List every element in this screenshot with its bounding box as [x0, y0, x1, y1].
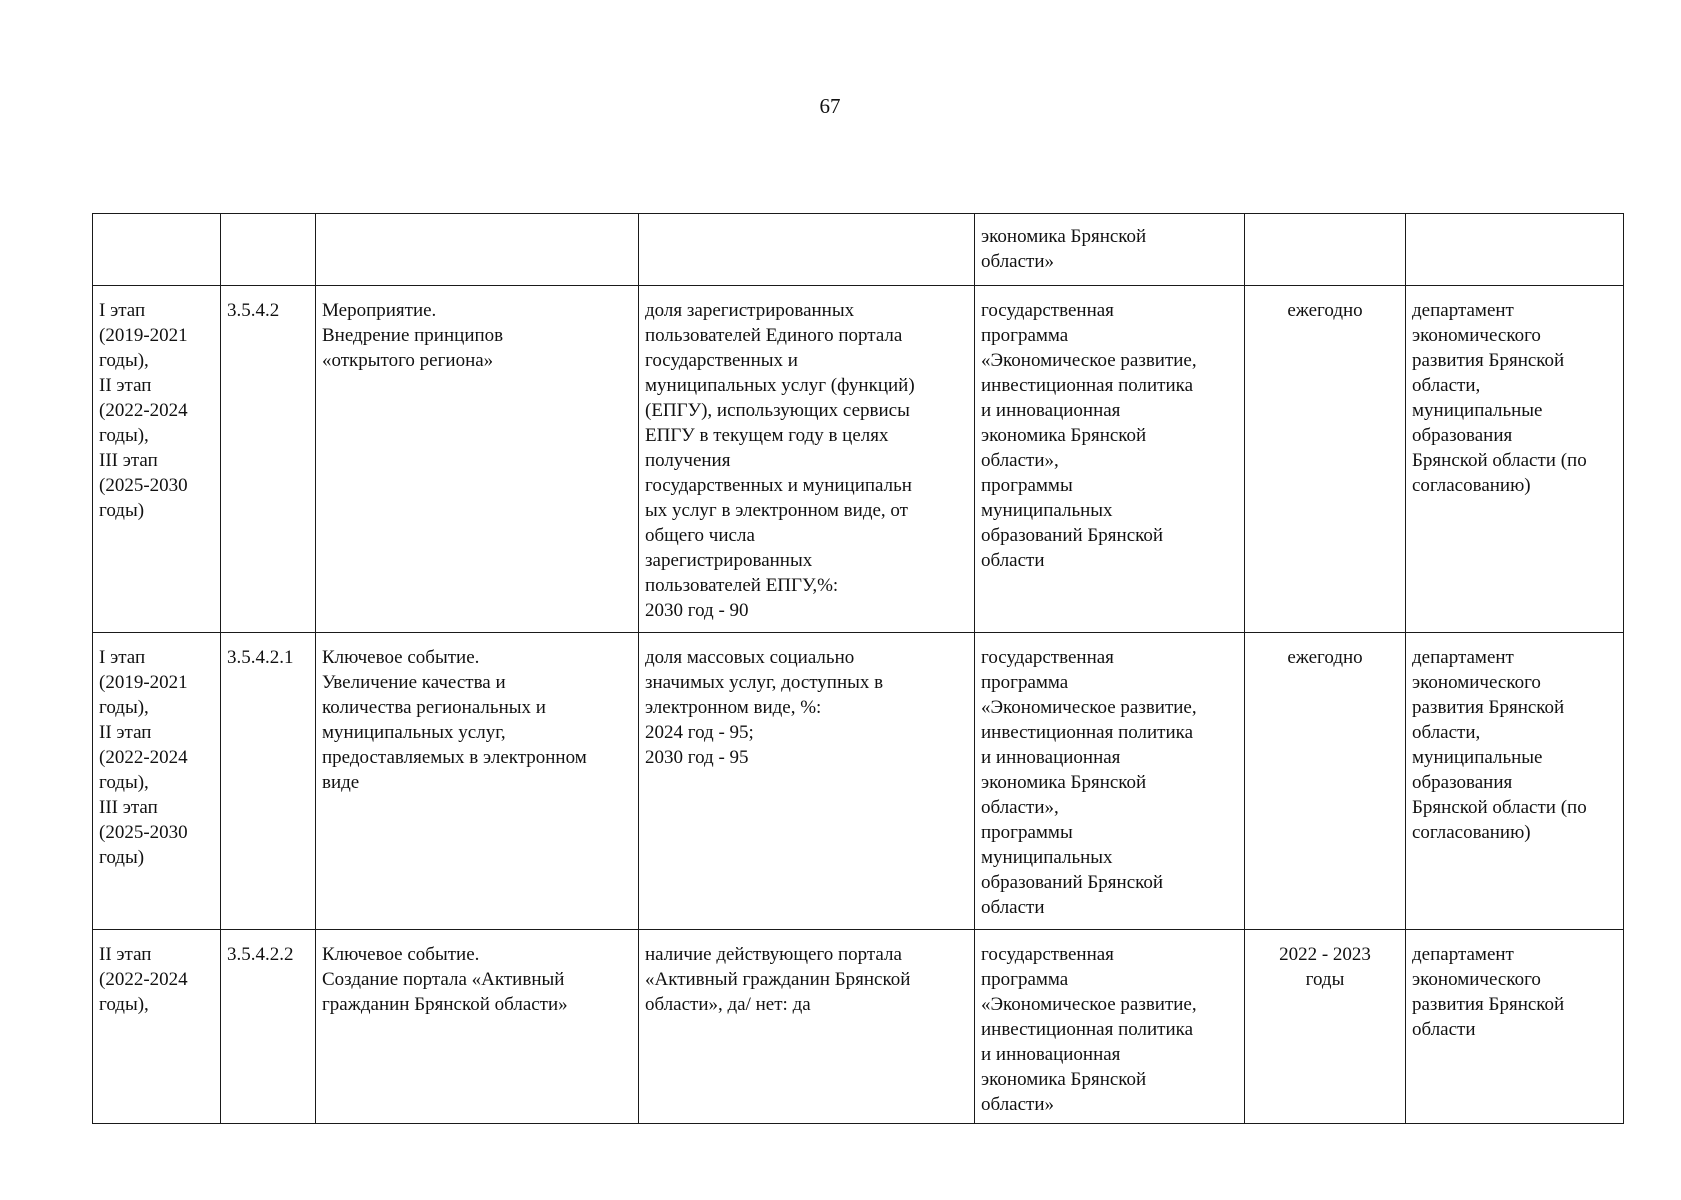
- indicator-cell: наличие действующего портала «Активный гражданин Брянской области», да/ нет: да: [639, 930, 975, 1124]
- event-cell: Ключевое событие. Увеличение качества и количества региональных и муниципальных услуг, предоставляемых в электронном виде: [316, 633, 639, 930]
- code-cell: [221, 214, 316, 286]
- event-cell: Ключевое событие. Создание портала «Активный гражданин Брянской области»: [316, 930, 639, 1124]
- code-cell: 3.5.4.2.2: [221, 930, 316, 1124]
- program-cell: экономика Брянской области»: [975, 214, 1245, 286]
- program-cell: государственная программа «Экономическое развитие, инвестиционная политика и инновационная экономика Брянской области»: [975, 930, 1245, 1124]
- table-row: [93, 930, 1624, 1124]
- responsible-cell: департамент экономического развития Брянской области, муниципальные образования Брянской области (по согласованию): [1406, 286, 1624, 633]
- period-cell: 2022 - 2023 годы: [1245, 930, 1406, 1124]
- plan-table: [92, 213, 1624, 1124]
- stage-cell: I этап (2019-2021 годы), II этап (2022-2024 годы), III этап (2025-2030 годы): [93, 286, 221, 633]
- stage-cell: II этап (2022-2024 годы),: [93, 930, 221, 1124]
- responsible-cell: департамент экономического развития Брянской области: [1406, 930, 1624, 1124]
- event-cell: [316, 214, 639, 286]
- responsible-cell: департамент экономического развития Брянской области, муниципальные образования Брянской области (по согласованию): [1406, 633, 1624, 930]
- page-number: 67: [819, 94, 841, 118]
- table-row: [93, 633, 1624, 930]
- program-cell: государственная программа «Экономическое развитие, инвестиционная политика и инновационная экономика Брянской области», программы муниципальных образований Брянской области: [975, 286, 1245, 633]
- indicator-cell: доля массовых социально значимых услуг, доступных в электронном виде, %: 2024 год - 95; 2030 год - 95: [639, 633, 975, 930]
- period-cell: [1245, 214, 1406, 286]
- stage-cell: I этап (2019-2021 годы), II этап (2022-2024 годы), III этап (2025-2030 годы): [93, 633, 221, 930]
- period-cell: ежегодно: [1245, 286, 1406, 633]
- stage-cell: [93, 214, 221, 286]
- period-cell: ежегодно: [1245, 633, 1406, 930]
- event-cell: Мероприятие. Внедрение принципов «открытого региона»: [316, 286, 639, 633]
- indicator-cell: [639, 214, 975, 286]
- responsible-cell: [1406, 214, 1624, 286]
- table-row: [93, 214, 1624, 286]
- table-row: [93, 286, 1624, 633]
- program-cell: государственная программа «Экономическое развитие, инвестиционная политика и инновационная экономика Брянской области», программы муниципальных образований Брянской области: [975, 633, 1245, 930]
- indicator-cell: доля зарегистрированных пользователей Единого портала государственных и муниципальных услуг (функций) (ЕПГУ), использующих сервисы ЕПГУ в текущем году в целях получения государственных и муниципальн ых услуг в электронном виде, от общего числа зарегистрированных пользователей ЕПГУ,%: 2030 год - 90: [639, 286, 975, 633]
- code-cell: 3.5.4.2.1: [221, 633, 316, 930]
- code-cell: 3.5.4.2: [221, 286, 316, 633]
